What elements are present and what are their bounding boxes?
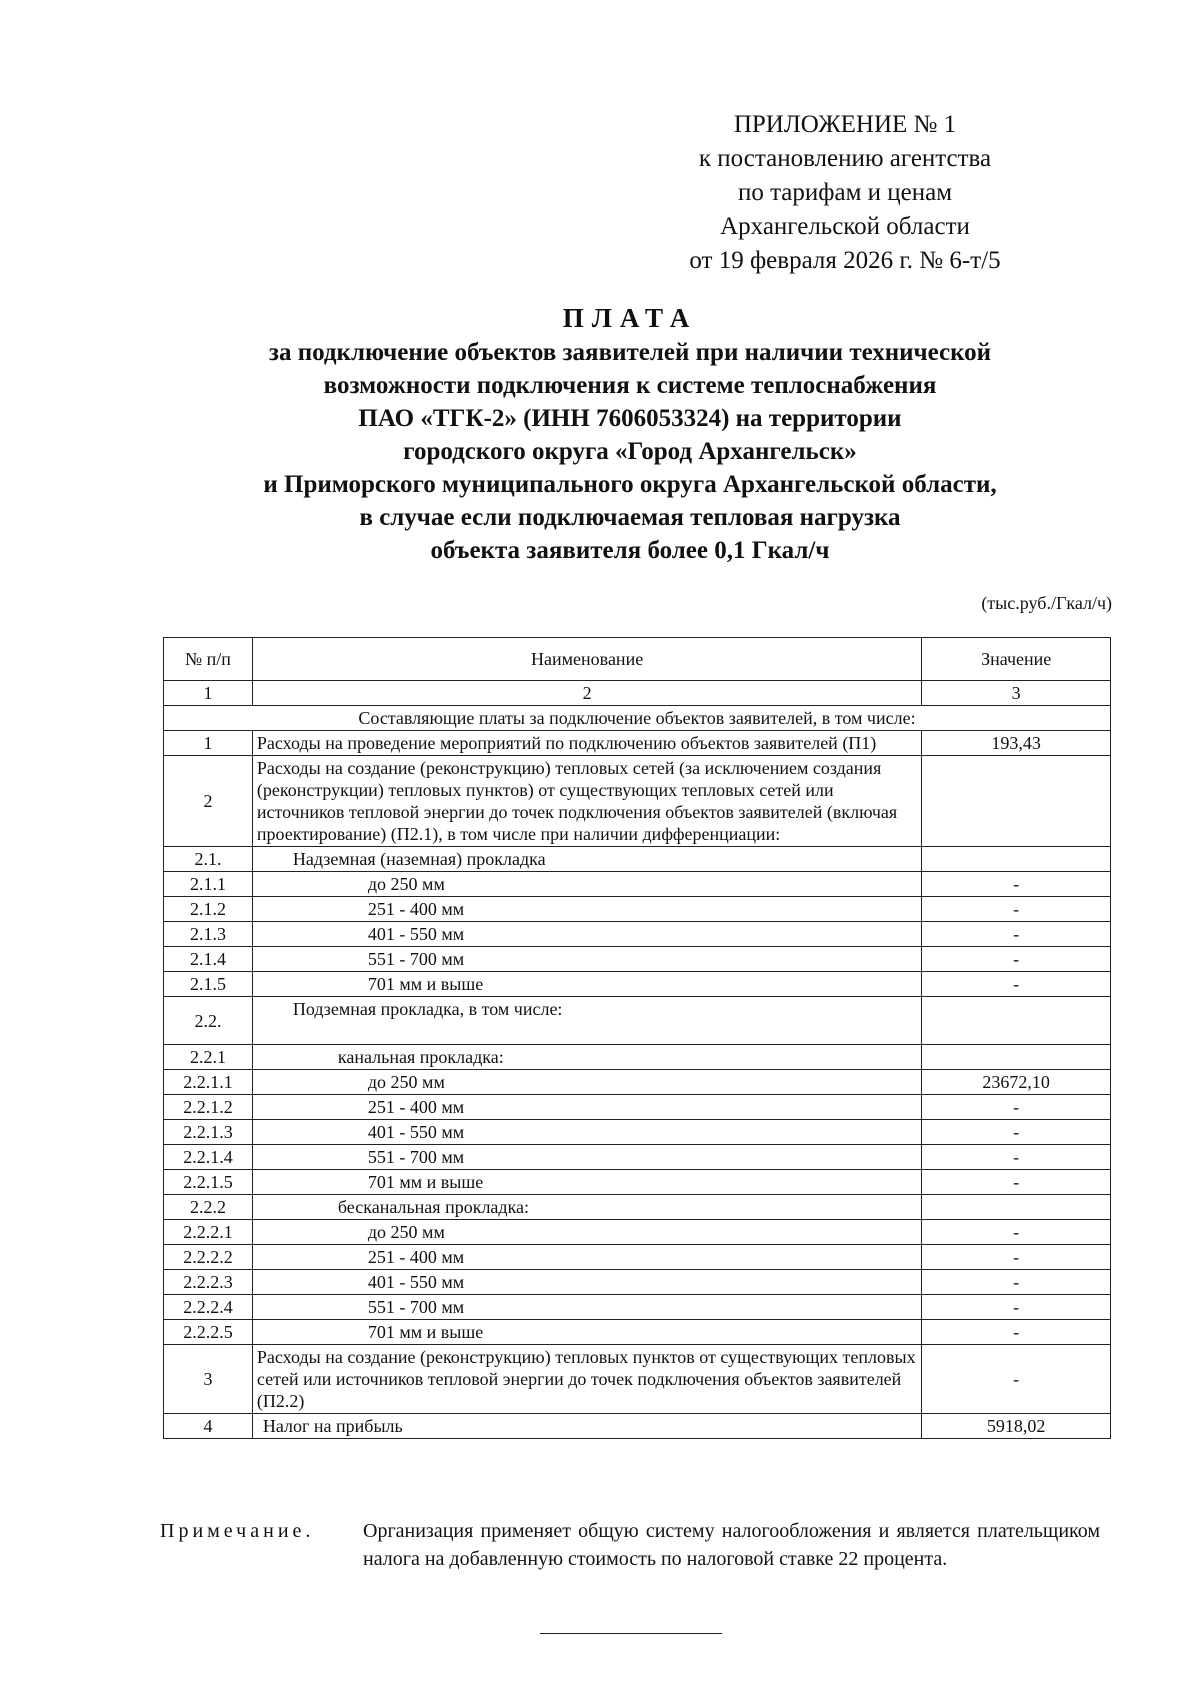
table-row <box>164 1414 1111 1439</box>
title-line: возможности подключения к системе теплоснабжения <box>323 372 937 399</box>
table-row <box>164 997 1111 1045</box>
row-number: 2.2.1.5 <box>164 1170 253 1195</box>
row-number: 2.2.1.3 <box>164 1120 253 1145</box>
table-row <box>164 1245 1111 1270</box>
row-number: 2.2.2.3 <box>164 1270 253 1295</box>
title-line: и Приморского муниципального округа Архангельской области, <box>263 471 997 498</box>
row-value: - <box>922 922 1111 947</box>
units-label: (тыс.руб./Гкал/ч) <box>981 593 1112 613</box>
row-name: 551 - 700 мм <box>252 1145 921 1170</box>
document-title <box>130 300 1130 567</box>
row-value: - <box>922 1320 1111 1345</box>
row-value <box>922 756 1111 847</box>
appendix-line: Архангельской области <box>720 213 970 240</box>
table-row <box>164 1270 1111 1295</box>
row-name: до 250 мм <box>252 1070 921 1095</box>
table-row <box>164 1320 1111 1345</box>
appendix-header <box>640 108 1050 278</box>
row-value: 5918,02 <box>922 1414 1111 1439</box>
appendix-line: ПРИЛОЖЕНИЕ № 1 <box>733 111 957 138</box>
row-name: 401 - 550 мм <box>252 1270 921 1295</box>
title-line: в случае если подключаемая тепловая нагрузка <box>359 504 901 531</box>
row-name: 401 - 550 мм <box>252 1120 921 1145</box>
section-title: Составляющие платы за подключение объектов заявителей, в том числе: <box>164 706 1111 731</box>
header-value: Значение <box>922 638 1111 681</box>
row-number: 2.2.2.4 <box>164 1295 253 1320</box>
fee-table <box>163 637 1111 1439</box>
row-name: 701 мм и выше <box>252 1170 921 1195</box>
row-value: - <box>922 947 1111 972</box>
row-number: 1 <box>164 731 253 756</box>
table-row <box>164 972 1111 997</box>
row-value: - <box>922 1295 1111 1320</box>
header-name: Наименование <box>252 638 921 681</box>
table-row <box>164 847 1111 872</box>
note-label: Примечание. <box>160 1520 315 1542</box>
row-name: Расходы на создание (реконструкцию) тепловых пунктов от существующих тепловых сетей или источников тепловой энергии до точек подключения объектов заявителей (П2.2) <box>252 1345 921 1414</box>
row-name: 251 - 400 мм <box>252 1095 921 1120</box>
table-row <box>164 756 1111 847</box>
table-row <box>164 1195 1111 1220</box>
table-row <box>164 1145 1111 1170</box>
row-number: 2.1.3 <box>164 922 253 947</box>
column-number-row <box>164 681 1111 706</box>
appendix-line: по тарифам и ценам <box>737 179 953 206</box>
row-value: - <box>922 872 1111 897</box>
col-number: 1 <box>164 681 253 706</box>
row-value: - <box>922 1170 1111 1195</box>
row-number: 2.2.1 <box>164 1045 253 1070</box>
appendix-line: к постановлению агентства <box>698 145 992 172</box>
row-name: 701 мм и выше <box>252 972 921 997</box>
row-name: 251 - 400 мм <box>252 897 921 922</box>
closing-divider <box>540 1633 722 1634</box>
row-value: - <box>922 1245 1111 1270</box>
table-row <box>164 1345 1111 1414</box>
row-number: 2.2.2.5 <box>164 1320 253 1345</box>
table-row <box>164 1220 1111 1245</box>
row-value: - <box>922 1120 1111 1145</box>
row-value <box>922 1045 1111 1070</box>
row-value: - <box>922 1145 1111 1170</box>
row-number: 2.1.4 <box>164 947 253 972</box>
row-value: - <box>922 1095 1111 1120</box>
row-value: - <box>922 972 1111 997</box>
row-value: - <box>922 1345 1111 1414</box>
row-number: 2.2.2.1 <box>164 1220 253 1245</box>
row-number: 2.1.5 <box>164 972 253 997</box>
row-number: 2.2.1.1 <box>164 1070 253 1095</box>
table-header-row <box>164 638 1111 681</box>
table-row <box>164 731 1111 756</box>
row-number: 2.2.1.4 <box>164 1145 253 1170</box>
row-name: Надземная (наземная) прокладка <box>252 847 921 872</box>
row-value: - <box>922 1270 1111 1295</box>
row-number: 2.2.2 <box>164 1195 253 1220</box>
row-value <box>922 847 1111 872</box>
title-line: за подключение объектов заявителей при наличии технической <box>268 339 992 366</box>
table-row <box>164 897 1111 922</box>
table-row <box>164 1120 1111 1145</box>
table-row <box>164 947 1111 972</box>
row-number: 2 <box>164 756 253 847</box>
table-row <box>164 1045 1111 1070</box>
header-number: № п/п <box>164 638 253 681</box>
row-name: 551 - 700 мм <box>252 1295 921 1320</box>
row-value: - <box>922 897 1111 922</box>
title-line: городского округа «Город Архангельск» <box>403 438 857 465</box>
row-name: бесканальная прокладка: <box>252 1195 921 1220</box>
title-line: ПАО «ТГК-2» (ИНН 7606053324) на территории <box>358 405 902 432</box>
row-name: Расходы на создание (реконструкцию) тепловых сетей (за исключением создания (реконструкции) тепловых пунктов) от существующих тепловых сетей или источников тепловой энергии до точек подключения объектов заявителей (включая проектирование) (П2.1), в том числе при наличии дифференциации: <box>252 756 921 847</box>
table-row <box>164 1070 1111 1095</box>
table-row <box>164 1095 1111 1120</box>
row-number: 2.2.2.2 <box>164 1245 253 1270</box>
row-value: - <box>922 1220 1111 1245</box>
title-line: объекта заявителя более 0,1 Гкал/ч <box>430 537 830 564</box>
row-value <box>922 997 1111 1045</box>
appendix-line: от 19 февраля 2026 г. № 6-т/5 <box>689 247 1001 274</box>
title-main: ПЛАТА <box>562 303 698 333</box>
row-name: 551 - 700 мм <box>252 947 921 972</box>
row-name: 701 мм и выше <box>252 1320 921 1345</box>
table-row <box>164 922 1111 947</box>
table-row <box>164 872 1111 897</box>
note-text: Организация применяет общую систему налогообложения и является плательщиком налога на добавленную стоимость по налоговой ставке 22 процента. <box>363 1520 1100 1570</box>
col-number: 3 <box>922 681 1111 706</box>
row-name: Подземная прокладка, в том числе: <box>252 997 921 1045</box>
col-number: 2 <box>252 681 921 706</box>
row-number: 2.1.2 <box>164 897 253 922</box>
row-value <box>922 1195 1111 1220</box>
row-number: 2.2.1.2 <box>164 1095 253 1120</box>
row-name: 251 - 400 мм <box>252 1245 921 1270</box>
row-number: 3 <box>164 1345 253 1414</box>
row-value: 23672,10 <box>922 1070 1111 1095</box>
row-number: 2.1.1 <box>164 872 253 897</box>
section-row <box>164 706 1111 731</box>
row-number: 2.1. <box>164 847 253 872</box>
row-number: 4 <box>164 1414 253 1439</box>
table-row <box>164 1295 1111 1320</box>
row-name: Налог на прибыль <box>252 1414 921 1439</box>
row-name: до 250 мм <box>252 872 921 897</box>
row-name: Расходы на проведение мероприятий по подключению объектов заявителей (П1) <box>252 731 921 756</box>
row-name: 401 - 550 мм <box>252 922 921 947</box>
row-name: до 250 мм <box>252 1220 921 1245</box>
row-number: 2.2. <box>164 997 253 1045</box>
note-block <box>160 1517 1100 1573</box>
row-name: канальная прокладка: <box>252 1045 921 1070</box>
table-row <box>164 1170 1111 1195</box>
row-value: 193,43 <box>922 731 1111 756</box>
